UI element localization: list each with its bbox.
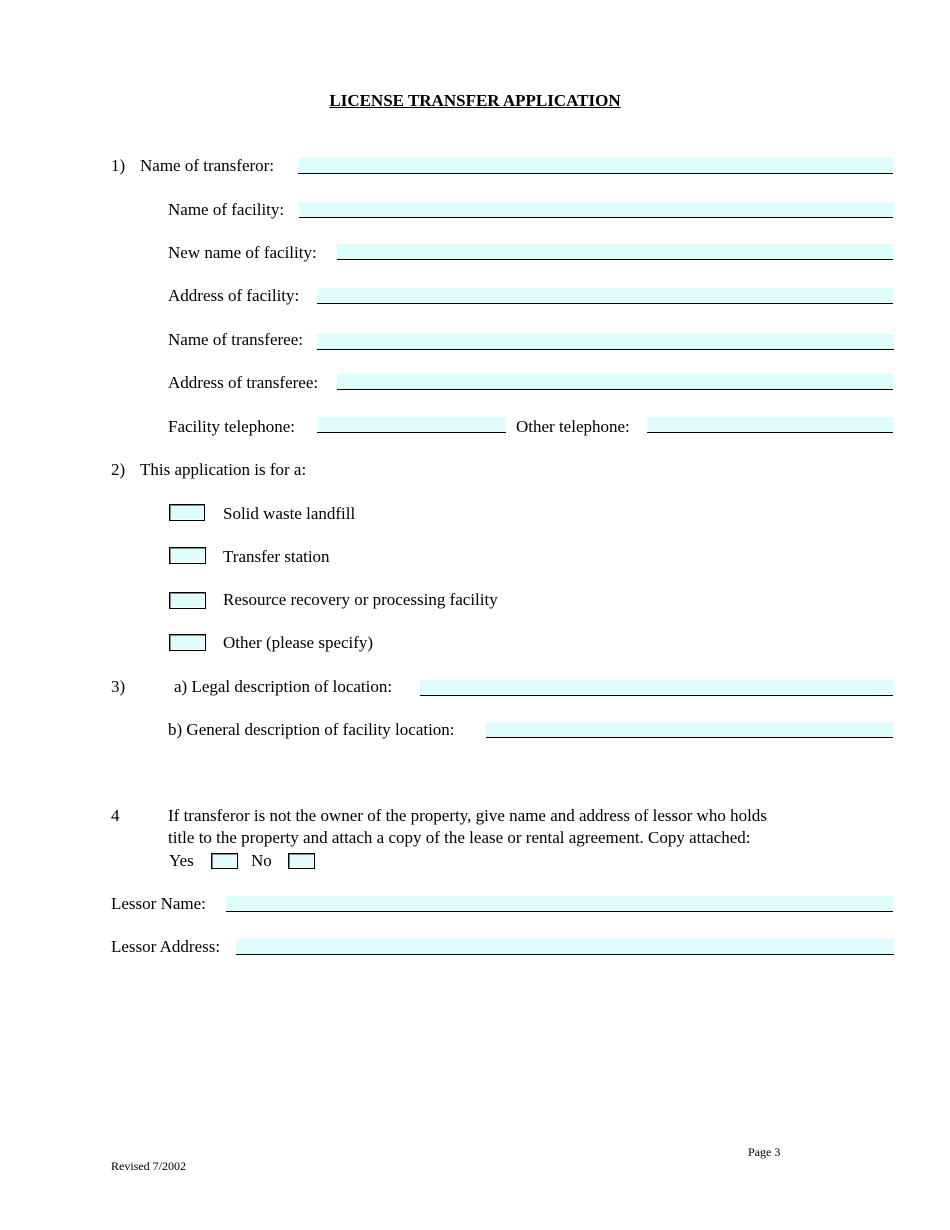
solid-waste-landfill-checkbox[interactable] [169,504,205,521]
other-phone-input[interactable] [647,417,893,433]
section-2-prompt: This application is for a: [140,460,307,479]
lessor-name-label: Lessor Name: [111,894,206,913]
facility-phone-input[interactable] [317,417,506,433]
section-3-number: 3) [111,677,126,696]
section-4-text-line-2: title to the property and attach a copy of the lease or rental agreement. Copy attached: [168,828,751,847]
transferor-input[interactable] [298,158,893,174]
copy-attached-no-checkbox[interactable] [288,853,315,869]
section-1-number: 1) [111,156,126,175]
transferee-name-input[interactable] [317,334,894,350]
section-4-number: 4 [111,806,120,825]
lessor-name-input[interactable] [226,896,893,912]
no-label: No [251,851,272,870]
transferor-label: Name of transferor: [140,156,275,175]
transfer-station-checkbox[interactable] [169,547,206,564]
other-type-checkbox[interactable] [169,634,206,651]
general-description-label: b) General description of facility location: [168,720,455,739]
copy-attached-yes-checkbox[interactable] [211,853,238,869]
new-facility-name-input[interactable] [337,244,893,260]
section-4-text-line-1: If transferor is not the owner of the property, give name and address of lessor who holds [168,806,767,825]
transferee-name-label: Name of transferee: [168,330,303,349]
facility-address-input[interactable] [317,288,893,304]
page-number: Page 3 [748,1145,781,1159]
page-title: LICENSE TRANSFER APPLICATION [329,91,621,110]
section-2-number: 2) [111,460,126,479]
resource-recovery-label: Resource recovery or processing facility [223,590,498,609]
transferee-address-label: Address of transferee: [168,373,319,392]
other-phone-label: Other telephone: [516,417,630,436]
lessor-address-label: Lessor Address: [111,937,221,956]
yes-label: Yes [169,851,194,870]
facility-name-input[interactable] [299,202,893,218]
transfer-station-label: Transfer station [223,547,330,566]
facility-phone-label: Facility telephone: [168,417,295,436]
legal-description-input[interactable] [420,680,893,696]
facility-name-label: Name of facility: [168,200,285,219]
general-description-input[interactable] [486,722,893,738]
legal-description-label: a) Legal description of location: [174,677,393,696]
transferee-address-input[interactable] [337,374,893,390]
other-type-label: Other (please specify) [223,633,374,652]
resource-recovery-checkbox[interactable] [169,592,206,609]
lessor-address-input[interactable] [236,939,894,955]
facility-address-label: Address of facility: [168,286,300,305]
new-facility-name-label: New name of facility: [168,243,317,262]
revised-date: Revised 7/2002 [111,1159,186,1173]
solid-waste-landfill-label: Solid waste landfill [223,504,356,523]
